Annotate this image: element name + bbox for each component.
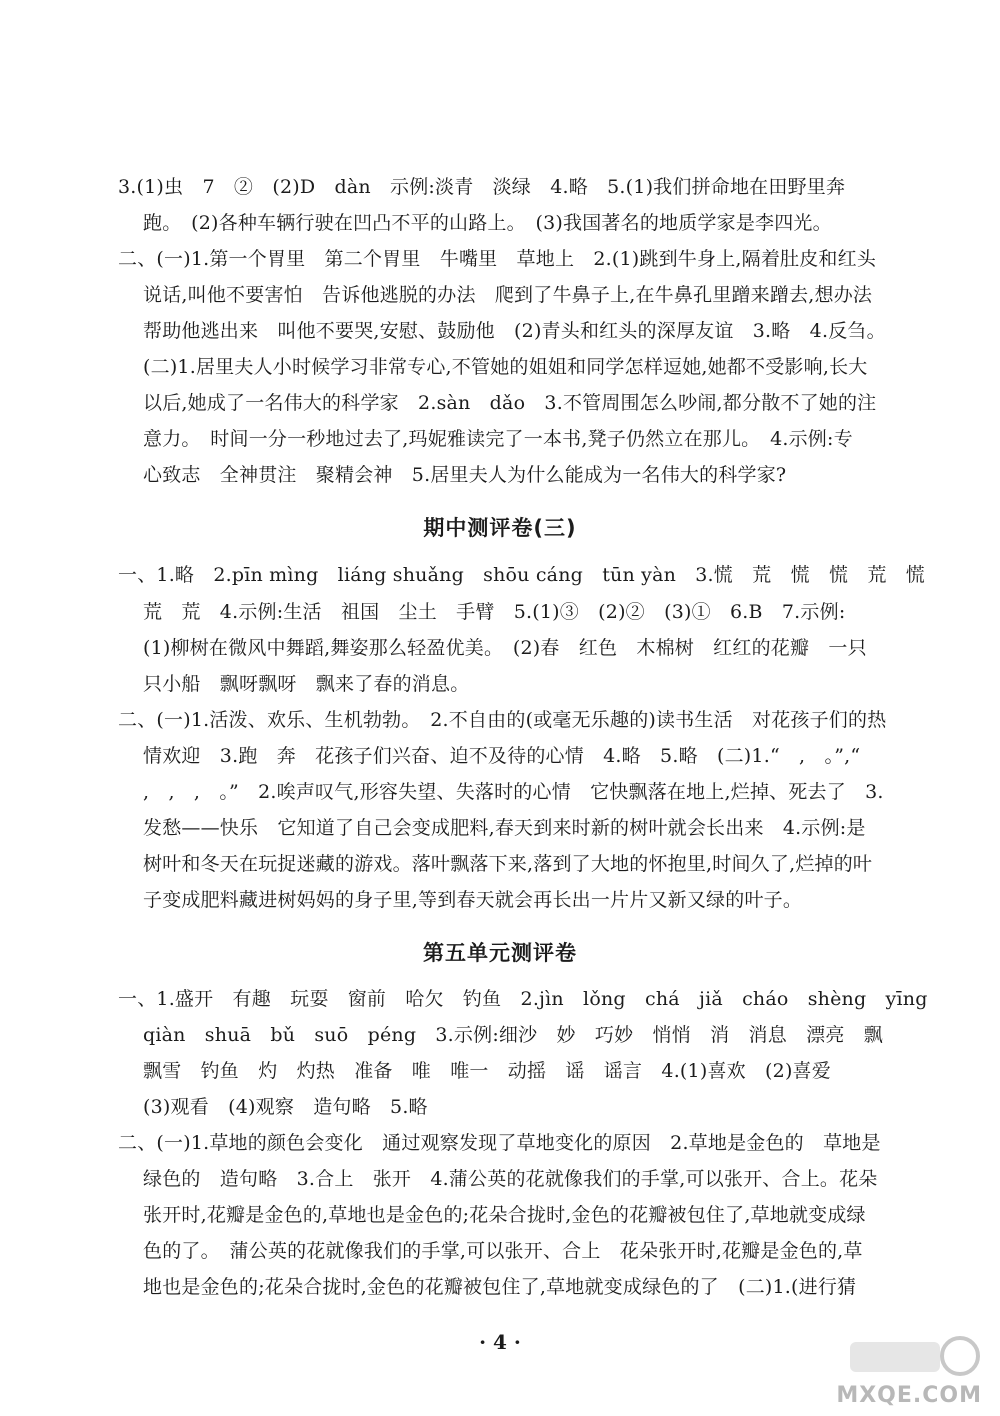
watermark-logo	[810, 1332, 990, 1412]
text-line: (1)柳树在微风中舞蹈,舞姿那么轻盈优美。 (2)春 红色 木棉树 红红的花瓣 一只	[143, 637, 867, 659]
text-line: 只小船 飘呀飘呀 飘来了春的消息。	[143, 673, 470, 695]
page-number: · 4 ·	[479, 1330, 521, 1354]
text-line: 发愁——快乐 它知道了自己会变成肥料,春天到来时新的树叶就会长出来 4.示例:是	[143, 817, 866, 839]
text-line: 荒 荒 4.示例:生活 祖国 尘土 手臂 5.(1)③ (2)② (3)① 6.B 7.示例:	[143, 601, 846, 623]
text-line: 一、1.略 2.pīn mìng liáng shuǎng shōu cáng tūn yàn 3.慌 荒 慌 慌 荒 慌	[118, 564, 925, 586]
text-line: 跑。 (2)各种车辆行驶在凹凸不平的山路上。 (3)我国著名的地质学家是李四光。	[143, 212, 832, 234]
text-line: 色的了。 蒲公英的花就像我们的手掌,可以张开、合上 花朵张开时,花瓣是金色的,草	[143, 1240, 863, 1262]
section-heading-midterm: 期中测评卷(三)	[423, 516, 577, 540]
text-line: 3.(1)虫 7 ② (2)D dàn 示例:淡青 淡绿 4.略 5.(1)我们拼命地在田野里奔	[118, 176, 846, 198]
text-line: 二、(一)1.活泼、欢乐、生机勃勃。 2.不自由的(或毫无乐趣的)读书生活 对花孩子们的热	[118, 709, 887, 731]
text-line: 二、(一)1.草地的颜色会变化 通过观察发现了草地变化的原因 2.草地是金色的 草地是	[118, 1132, 881, 1154]
text-line: 心致志 全神贯注 聚精会神 5.居里夫人为什么能成为一名伟大的科学家?	[143, 464, 787, 486]
text-line: 二、(一)1.第一个胃里 第二个胃里 牛嘴里 草地上 2.(1)跳到牛身上,隔着肚皮和红头	[118, 248, 877, 270]
text-line: 帮助他逃出来 叫他不要哭,安慰、鼓励他 (2)青头和红头的深厚友谊 3.略 4.反刍。	[143, 320, 886, 342]
text-line: (3)观看 (4)观察 造句略 5.略	[143, 1096, 428, 1118]
text-line: 树叶和冬天在玩捉迷藏的游戏。落叶飘落下来,落到了大地的怀抱里,时间久了,烂掉的叶	[143, 853, 873, 875]
text-line: , , , 。” 2.唉声叹气,形容失望、失落时的心情 它快飘落在地上,烂掉、死去了 3.	[143, 781, 884, 803]
text-line: 张开时,花瓣是金色的,草地也是金色的;花朵合拢时,金色的花瓣被包住了,草地就变成绿	[143, 1204, 866, 1226]
text-line: 意力。 时间一分一秒地过去了,玛妮雅读完了一本书,凳子仍然立在那儿。 4.示例:专	[143, 428, 853, 450]
watermark-text: MXQE.COM	[836, 1383, 982, 1408]
text-line: 子变成肥料藏进树妈妈的身子里,等到春天就会再长出一片片又新又绿的叶子。	[143, 889, 803, 911]
section-heading-unit5: 第五单元测评卷	[423, 941, 577, 965]
text-line: (二)1.居里夫人小时候学习非常专心,不管她的姐姐和同学怎样逗她,她都不受影响,长大	[143, 356, 868, 378]
text-line: 情欢迎 3.跑 奔 花孩子们兴奋、迫不及待的心情 4.略 5.略 (二)1.“ , 。”,“	[143, 745, 861, 767]
text-line: qiàn shuā bǔ suō péng 3.示例:细沙 妙 巧妙 悄悄 消 消息 漂亮 飘	[143, 1024, 883, 1046]
text-line: 说话,叫他不要害怕 告诉他逃脱的办法 爬到了牛鼻子上,在牛鼻孔里蹭来蹭去,想办法	[143, 284, 873, 306]
text-line: 以后,她成了一名伟大的科学家 2.sàn dǎo 3.不管周围怎么吵闹,都分散不了她的注	[143, 392, 877, 414]
text-line: 绿色的 造句略 3.合上 张开 4.蒲公英的花就像我们的手掌,可以张开、合上。花朵	[143, 1168, 878, 1190]
text-line: 地也是金色的;花朵合拢时,金色的花瓣被包住了,草地就变成绿色的了 (二)1.(进行猜	[143, 1276, 857, 1298]
text-line: 一、1.盛开 有趣 玩耍 窗前 哈欠 钓鱼 2.jìn lǒng chá jiǎ cháo shèng yīng	[118, 988, 928, 1010]
text-line: 飘雪 钓鱼 灼 灼热 准备 唯 唯一 动摇 谣 谣言 4.(1)喜欢 (2)喜爱	[143, 1060, 831, 1082]
